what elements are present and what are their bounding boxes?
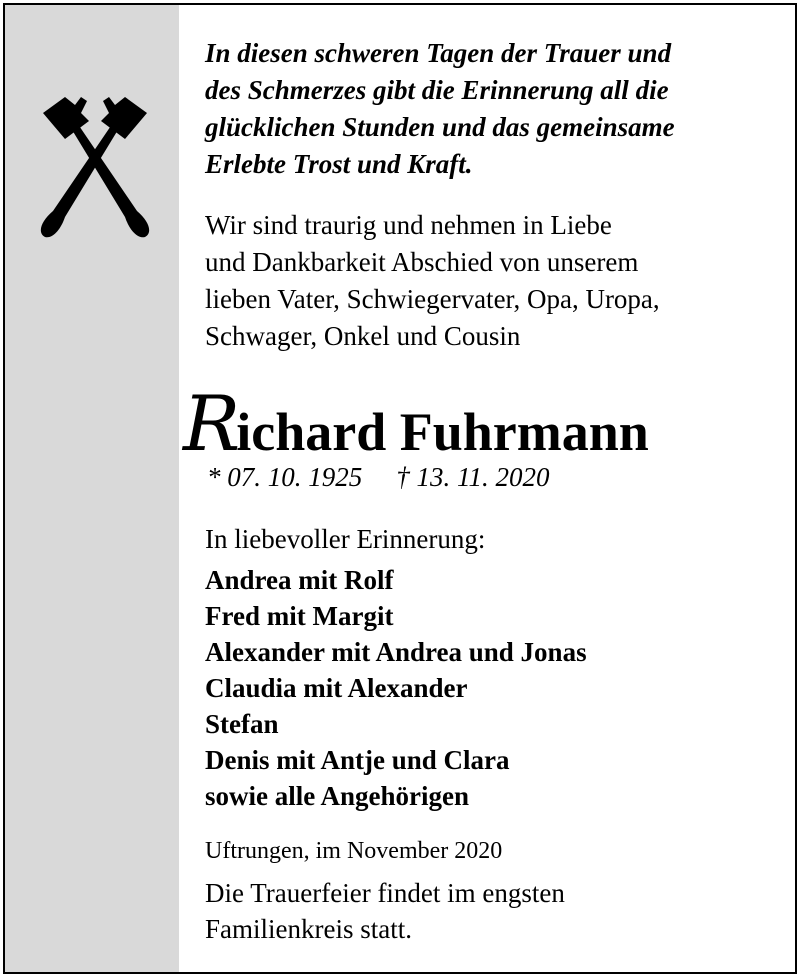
name-initial: R	[183, 379, 237, 468]
intro-verse	[205, 35, 780, 183]
mourner-item: Fred mit Margit	[205, 601, 394, 631]
name-rest: ichard Fuhrmann	[236, 402, 649, 462]
message-line: Wir sind traurig und nehmen in Liebe	[205, 210, 612, 240]
message-line: lieben Vater, Schwiegervater, Opa, Uropa,	[205, 284, 660, 314]
funeral-note	[205, 875, 565, 947]
mourner-item: Andrea mit Rolf	[205, 565, 394, 595]
intro-line: des Schmerzes gibt die Erinnerung all die	[205, 75, 669, 105]
mourner-item: Alexander mit Andrea und Jonas	[205, 637, 587, 667]
mourners-list	[205, 562, 587, 814]
place-and-date: Uftrungen, im November 2020	[205, 838, 503, 864]
intro-line: glücklichen Stunden und das gemeinsame	[205, 112, 675, 142]
death-date: † 13. 11. 2020	[396, 462, 550, 492]
message-line: Schwager, Onkel und Cousin	[205, 321, 521, 351]
mourner-item: Denis mit Antje und Clara	[205, 745, 510, 775]
life-dates	[207, 460, 550, 494]
remembrance-title: In liebevoller Erinnerung:	[205, 524, 486, 554]
funeral-line: Familienkreis statt.	[205, 914, 412, 944]
deceased-name	[183, 379, 649, 472]
funeral-line: Die Trauerfeier findet im engsten	[205, 878, 565, 908]
farewell-message	[205, 207, 660, 355]
intro-line: In diesen schweren Tagen der Trauer und	[205, 38, 672, 68]
mourner-item: Stefan	[205, 709, 279, 739]
mourner-item: sowie alle Angehörigen	[205, 781, 469, 811]
mourner-item: Claudia mit Alexander	[205, 673, 468, 703]
message-line: und Dankbarkeit Abschied von unserem	[205, 247, 639, 277]
obituary-notice	[3, 3, 797, 974]
intro-line: Erlebte Trost und Kraft.	[205, 149, 473, 179]
grey-sidebar	[5, 5, 179, 972]
crossed-hammers-icon	[25, 83, 165, 241]
birth-date: * 07. 10. 1925	[207, 462, 363, 492]
